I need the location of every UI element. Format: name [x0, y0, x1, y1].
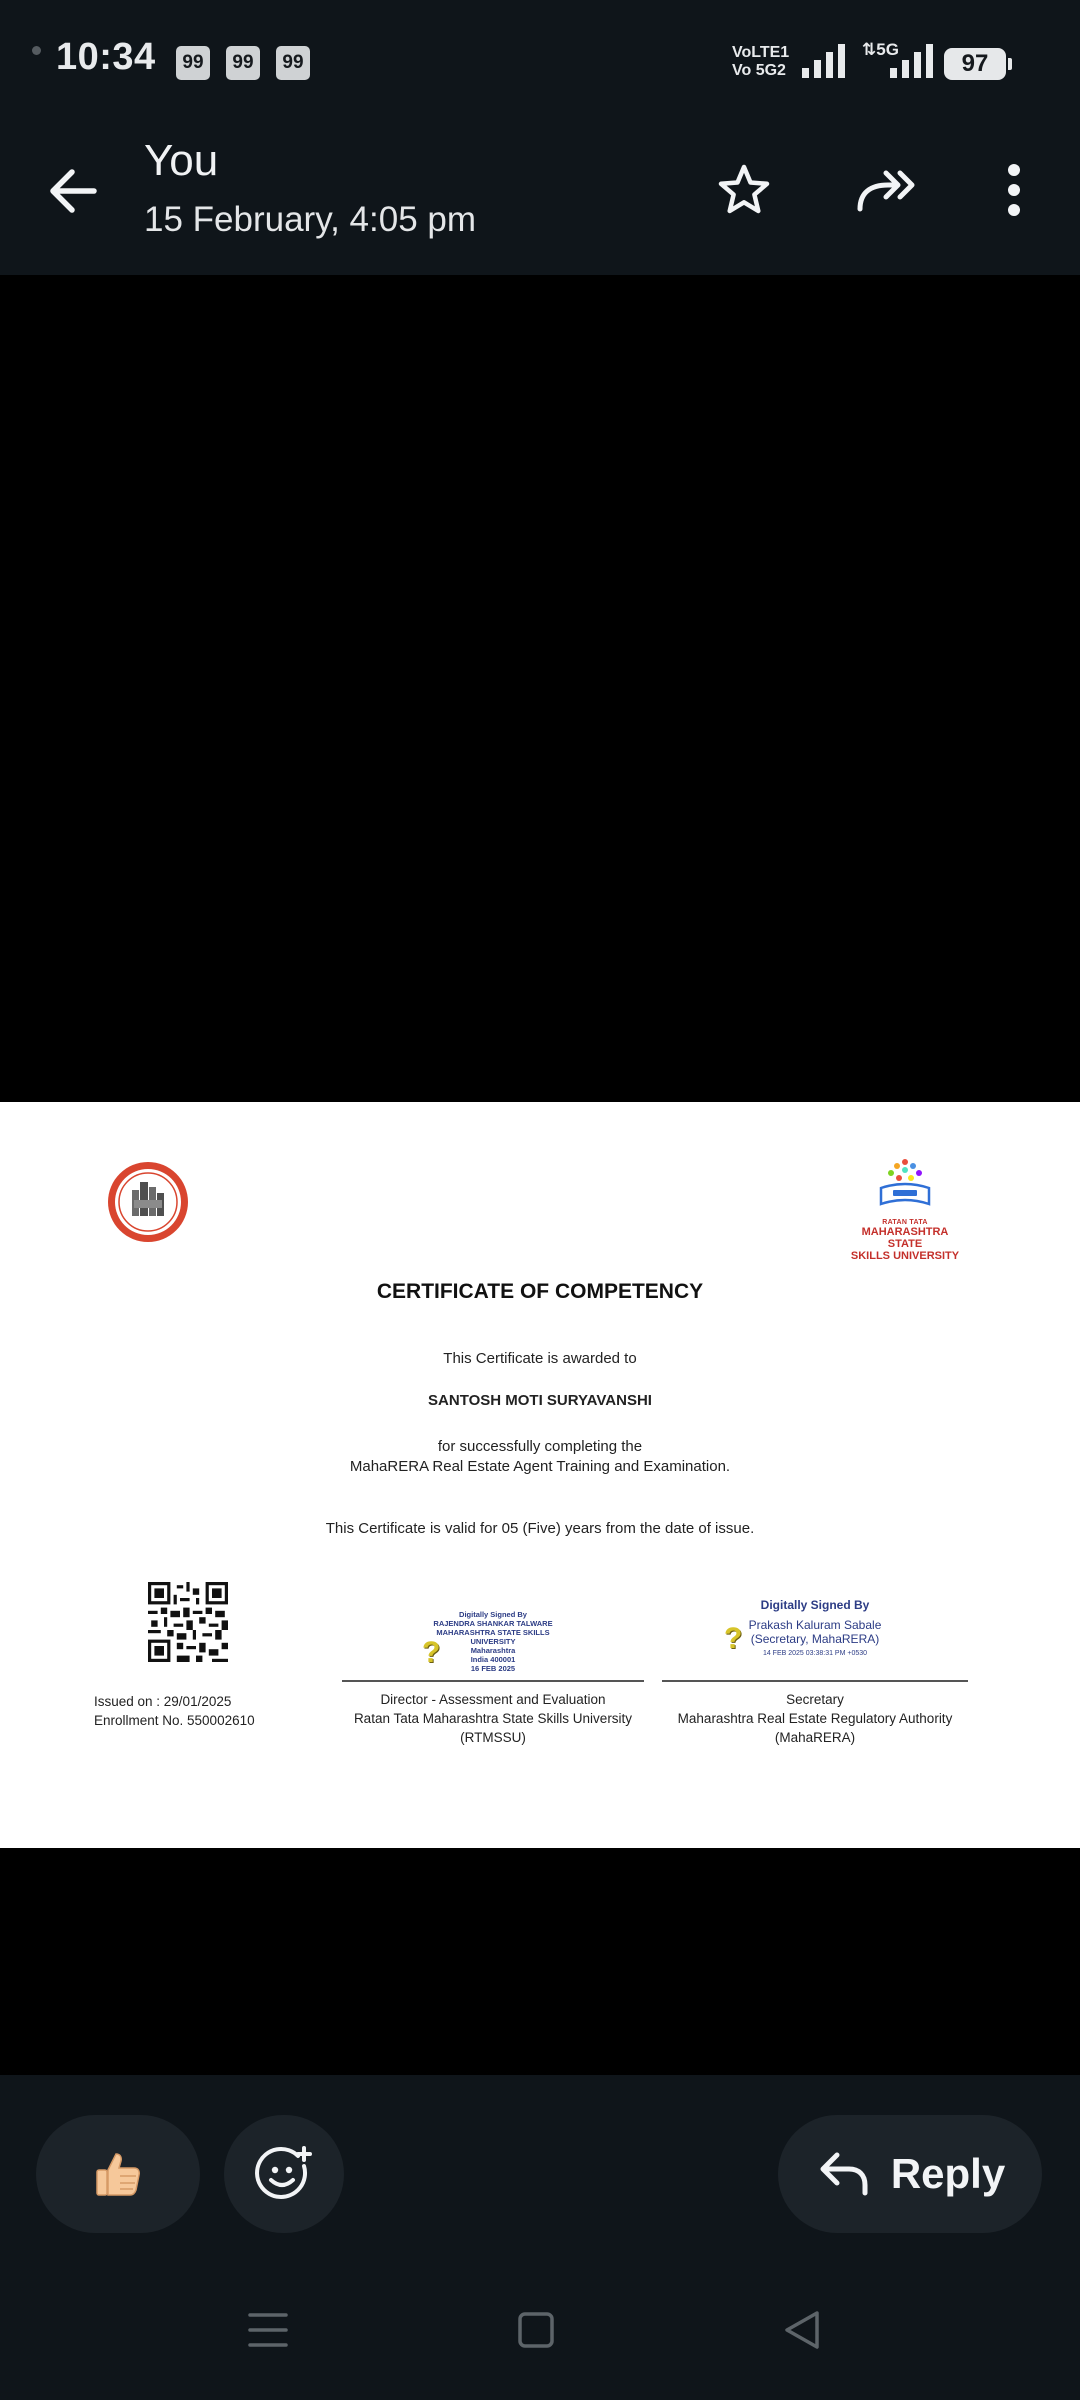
completion-line-1: for successfully completing the — [437, 1438, 643, 1455]
star-button[interactable] — [704, 150, 784, 230]
image-viewer[interactable] — [0, 275, 1080, 2075]
stamp-title: Digitally Signed By — [760, 1598, 870, 1612]
reply-icon — [815, 2151, 871, 2197]
stamp-title: Digitally Signed By — [459, 1610, 527, 1619]
university-emblem-icon — [875, 1156, 935, 1212]
forward-icon — [854, 165, 918, 215]
stamp-line: RAJENDRA SHANKAR TALWARE — [433, 1619, 553, 1628]
add-reaction-icon — [254, 2144, 314, 2204]
signatory-org: Ratan Tata Maharashtra State Skills University — [353, 1711, 633, 1726]
stamp-role: (Secretary, MahaRERA) — [750, 1632, 880, 1646]
stamp-line: India 400001 — [470, 1655, 516, 1664]
notification-badge: 99 — [276, 46, 310, 80]
recents-menu-icon — [248, 2311, 288, 2349]
signature-line — [342, 1680, 644, 1682]
back-button[interactable] — [34, 152, 112, 230]
awarded-line: This Certificate is awarded to — [443, 1350, 637, 1367]
stamp-line: 16 FEB 2025 — [470, 1664, 516, 1673]
signatory-org-abbr: (RTMSSU) — [460, 1730, 526, 1745]
signal-strength-icon — [800, 42, 848, 80]
back-arrow-icon — [46, 164, 100, 218]
certificate-image[interactable] — [0, 1102, 1080, 1848]
more-options-button[interactable] — [974, 150, 1054, 230]
status-bar — [0, 0, 1080, 120]
network-type: ⇅5G — [862, 40, 899, 59]
signatory-org: Maharashtra Real Estate Regulatory Authority — [677, 1711, 953, 1726]
signatory-caption-rtmssu — [330, 1690, 656, 1747]
system-back-button[interactable] — [772, 2300, 832, 2360]
message-timestamp: 15 February, 4:05 pm — [144, 200, 477, 239]
signature-validity-icon: ? — [422, 1636, 441, 1669]
digital-signature-rtmssu — [342, 1610, 644, 1673]
issue-info — [94, 1692, 255, 1730]
action-bar — [0, 2075, 1080, 2260]
stamp-line: MAHARASHTRA STATE SKILLS — [436, 1628, 550, 1637]
signature-line — [662, 1680, 968, 1682]
university-line-2a: MAHARASHTRA STATE — [861, 1226, 949, 1250]
signatory-title: Secretary — [786, 1692, 844, 1707]
signatory-caption-maharera — [652, 1690, 978, 1747]
qr-code — [148, 1582, 228, 1662]
system-navigation-bar — [0, 2260, 1080, 2400]
signature-validity-icon: ? — [724, 1622, 743, 1655]
university-line-2b: SKILLS UNIVERSITY — [850, 1250, 960, 1262]
volte-line-2: Vo 5G2 — [732, 62, 786, 79]
status-time: 10:34 — [56, 36, 156, 78]
recents-button[interactable] — [238, 2300, 298, 2360]
notification-badges — [176, 46, 310, 80]
stamp-line: UNIVERSITY — [470, 1637, 516, 1646]
stamp-date: 14 FEB 2025 03:38:31 PM +0530 — [762, 1650, 868, 1657]
home-square-icon — [517, 2311, 555, 2349]
completion-line-2: MahaRERA Real Estate Agent Training and Examination. — [349, 1458, 731, 1475]
validity-line: This Certificate is valid for 05 (Five) years from the date of issue. — [325, 1520, 755, 1537]
volte-indicator — [732, 44, 789, 80]
back-triangle-icon — [783, 2310, 821, 2350]
thumbs-up-react-button[interactable] — [36, 2115, 200, 2233]
issued-on: Issued on : 29/01/2025 — [94, 1694, 232, 1709]
certificate-title: CERTIFICATE OF COMPETENCY — [376, 1280, 704, 1303]
stamp-line: Maharashtra — [470, 1646, 516, 1655]
notification-dot — [32, 46, 41, 55]
notification-badge: 99 — [176, 46, 210, 80]
university-logo — [850, 1156, 960, 1262]
signatory-title: Director - Assessment and Evaluation — [380, 1692, 606, 1707]
network-type-label: 5G — [876, 40, 899, 59]
battery-indicator: 97 — [944, 48, 1006, 80]
digital-signature-maharera — [662, 1598, 968, 1657]
volte-line-1: VoLTE1 — [732, 44, 790, 61]
viewer-header — [0, 120, 1080, 275]
more-vert-icon — [1004, 162, 1024, 218]
reply-button[interactable] — [778, 2115, 1042, 2233]
sender-name: You — [144, 136, 219, 185]
signatory-org-abbr: (MahaRERA) — [774, 1730, 856, 1745]
reply-label: Reply — [890, 2150, 1006, 2197]
stamp-name: Prakash Kaluram Sabale — [748, 1618, 882, 1632]
notification-badge: 99 — [226, 46, 260, 80]
university-line-1: RATAN TATA — [882, 1219, 928, 1226]
enrollment-number: Enrollment No. 550002610 — [94, 1713, 255, 1728]
recipient-name: SANTOSH MOTI SURYAVANSHI — [428, 1392, 652, 1409]
thumbs-up-icon — [92, 2148, 144, 2200]
home-button[interactable] — [506, 2300, 566, 2360]
star-icon — [716, 162, 772, 218]
forward-button[interactable] — [846, 150, 926, 230]
add-reaction-button[interactable] — [224, 2115, 344, 2233]
maharera-seal-logo — [106, 1160, 190, 1244]
signal-strength-icon — [888, 42, 936, 80]
